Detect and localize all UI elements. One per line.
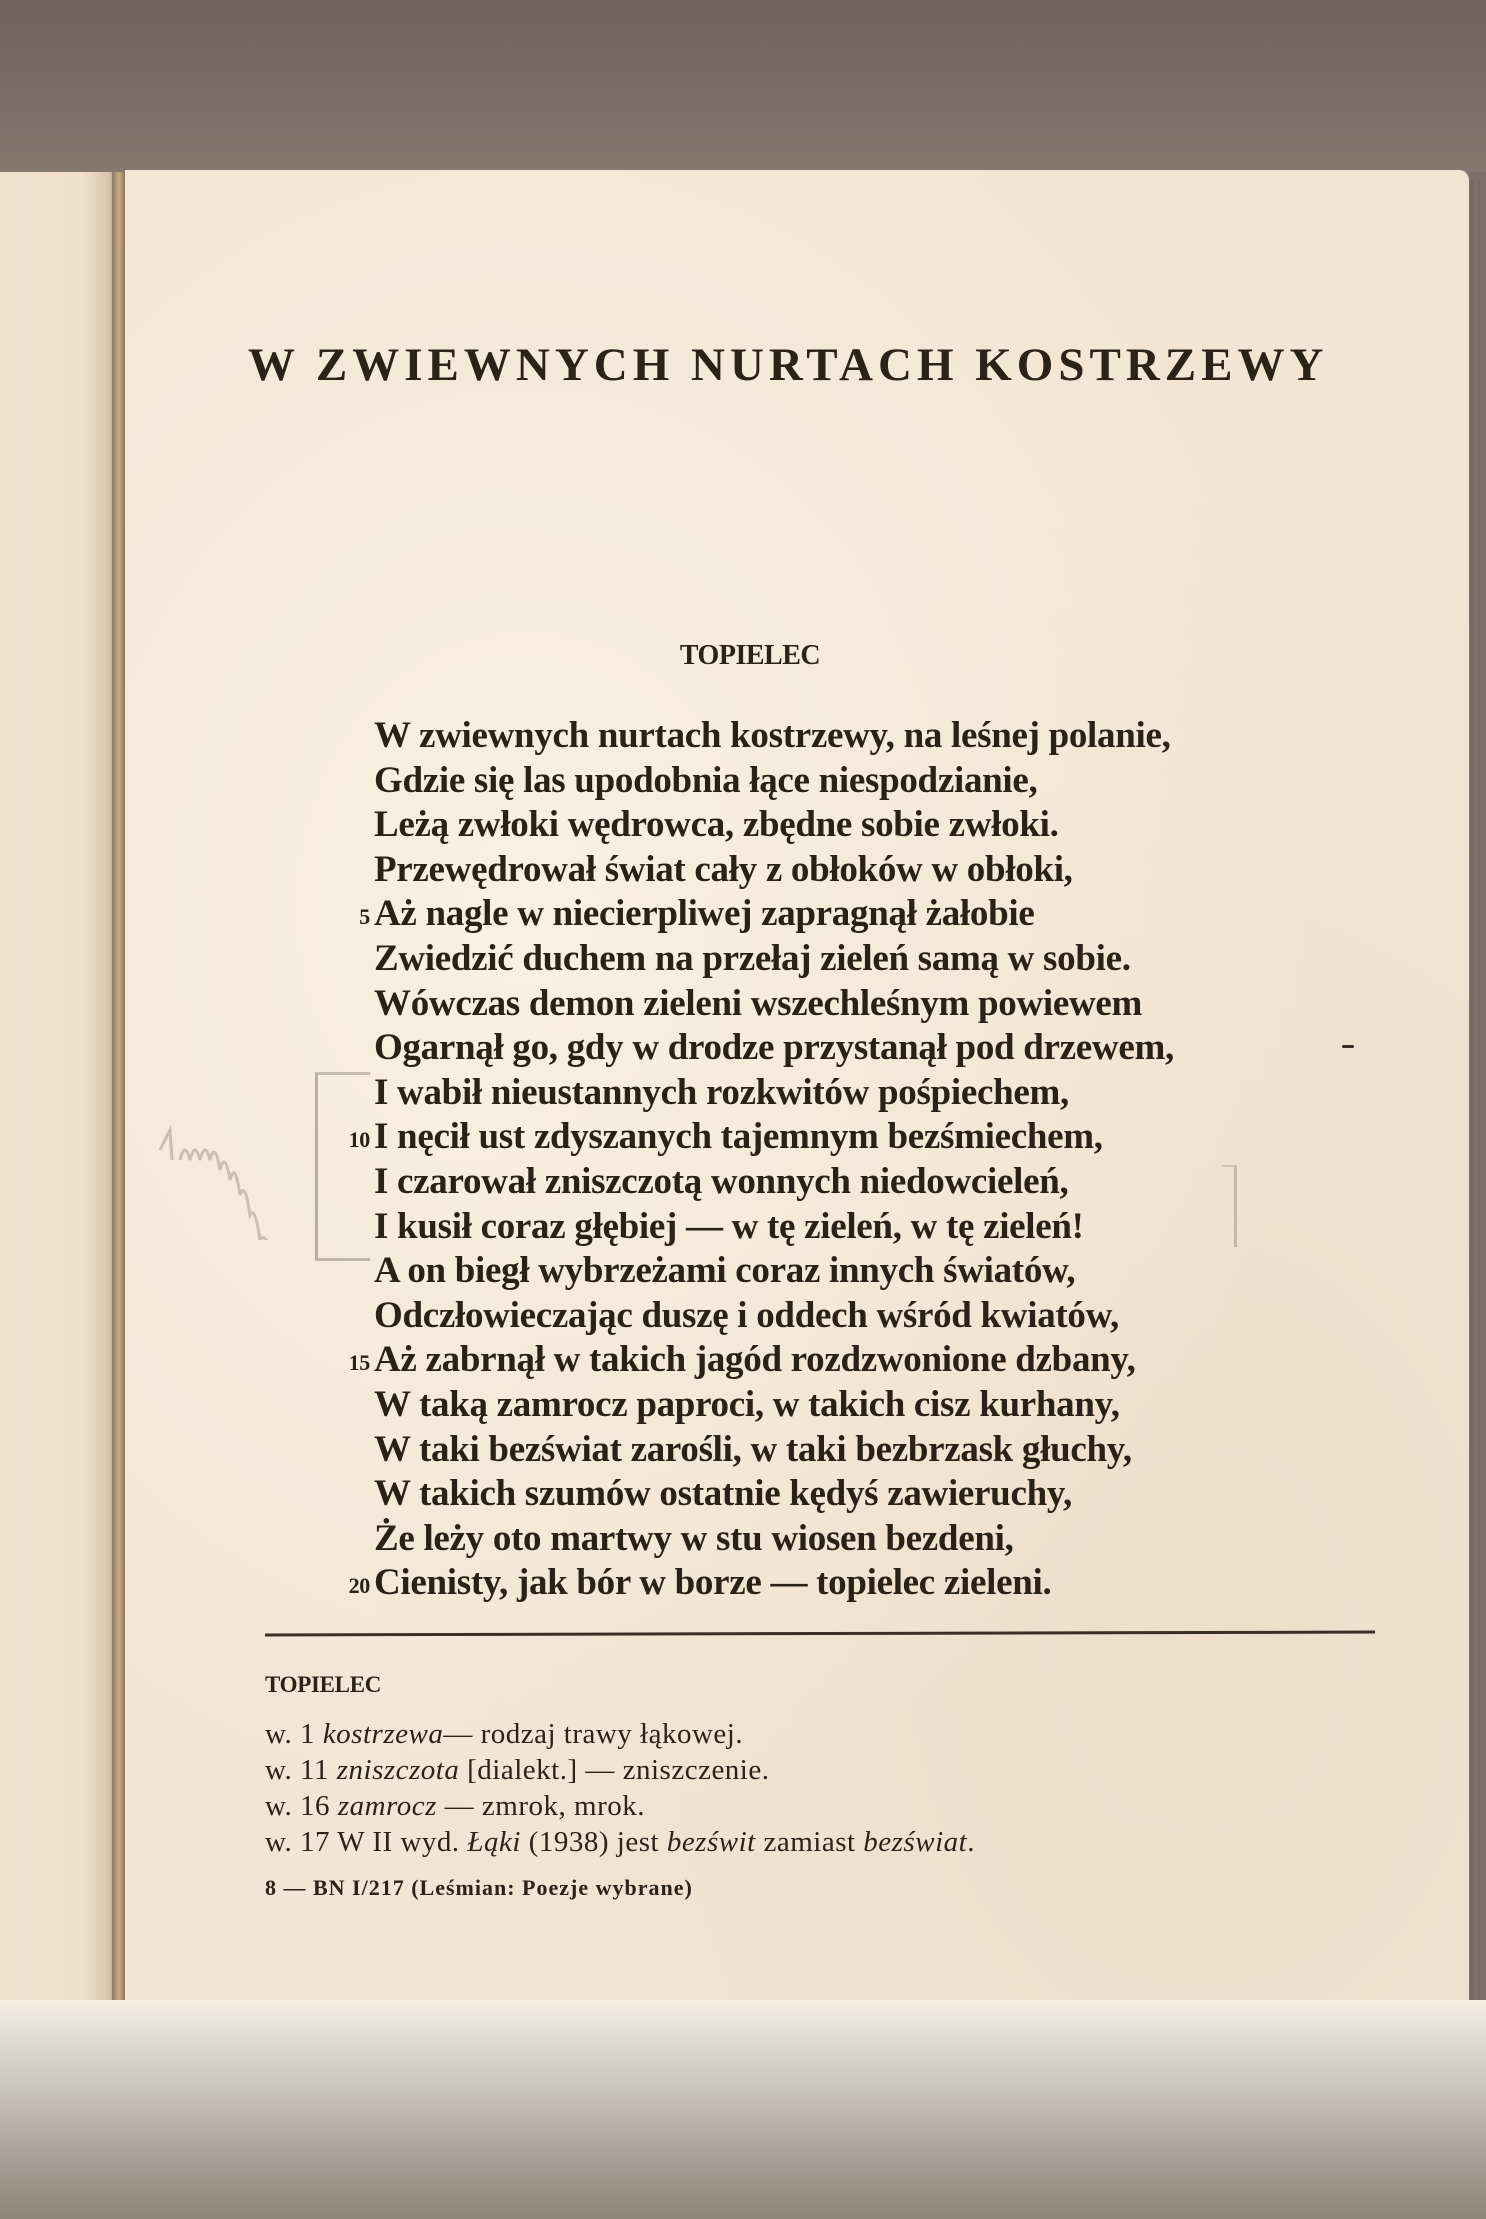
footnote-text: — zmrok, mrok. — [444, 1790, 645, 1822]
footnote-text: — zniszczenie. — [585, 1754, 770, 1786]
line-text: I nęcił ust zdyszanych tajemnym bezśmiechem, — [374, 1116, 1103, 1158]
line-text: A on biegł wybrzeżami coraz innych światów, — [374, 1250, 1076, 1292]
poem-line — [300, 937, 1400, 982]
poem-line — [300, 1517, 1400, 1562]
book-gutter — [112, 172, 126, 2007]
line-text: W taki bezświat zarośli, w taki bezbrzask głuchy, — [374, 1428, 1132, 1470]
poem-line — [300, 714, 1400, 759]
page-footer-signature: 8 — BN I/217 (Leśmian: Poezje wybrane) — [265, 1875, 693, 1900]
footnote-term: kostrzewa — [322, 1718, 444, 1750]
footnote-text: [dialekt.] — [459, 1754, 586, 1786]
poem-line — [300, 1160, 1400, 1205]
line-text: Leżą zwłoki wędrowca, zbędne sobie zwłoki. — [374, 804, 1059, 846]
line-text: Aż nagle w niecierpliwej zapragnął żałobie — [374, 893, 1035, 935]
poem-line — [300, 1071, 1400, 1116]
footnote-term: bezświat — [863, 1826, 968, 1858]
line-text: W taką zamrocz paproci, w takich cisz kurhany, — [374, 1383, 1120, 1425]
poem-line — [300, 1026, 1400, 1071]
background-bottom — [0, 2000, 1486, 2219]
footnote-item — [265, 1788, 1365, 1824]
line-text: Cienisty, jak bór w borze — topielec zieleni. — [374, 1562, 1052, 1604]
footnote-text: — rodzaj trawy łąkowej. — [443, 1718, 744, 1750]
left-page-edge — [0, 172, 118, 2007]
line-text: Że leży oto martwy w stu wiosen bezdeni, — [374, 1517, 1014, 1559]
poem-line — [300, 1294, 1400, 1339]
footnotes — [265, 1672, 1365, 1860]
footnote-text: . — [967, 1826, 975, 1858]
poem-line — [300, 848, 1400, 893]
footnote-item — [265, 1824, 1365, 1860]
footnote-term: zniszczota — [336, 1754, 460, 1786]
line-text: Aż zabrnął w takich jagód rozdzwonione dzbany, — [374, 1339, 1136, 1381]
background-top — [0, 0, 1486, 172]
poem-line — [300, 1249, 1400, 1294]
footnotes-title: TOPIELEC — [265, 1672, 382, 1697]
footnote-item — [265, 1752, 1365, 1788]
line-text: Odczłowieczając duszę i oddech wśród kwiatów, — [374, 1294, 1119, 1336]
poem-line — [300, 1205, 1400, 1250]
poem-line — [300, 1428, 1400, 1473]
footnote-term: zamrocz — [337, 1790, 437, 1822]
footnote-ref: w. 16 — [265, 1790, 331, 1822]
line-text: Przewędrował świat cały z obłoków w obłoki, — [374, 848, 1073, 890]
footnote-text — [437, 1790, 445, 1822]
poem-line — [300, 1115, 1400, 1160]
poem-line — [300, 982, 1400, 1027]
footnote-ref: w. 11 — [265, 1754, 329, 1786]
section-title: W ZWIEWNYCH NURTACH KOSTRZEWY — [248, 339, 1329, 391]
poem-line — [300, 1472, 1400, 1517]
line-text: I czarował zniszczotą wonnych niedowcieleń, — [374, 1160, 1069, 1202]
line-text: I wabił nieustannych rozkwitów pośpiechem, — [374, 1071, 1069, 1113]
poem-title: TOPIELEC — [679, 640, 821, 671]
poem-line — [300, 803, 1400, 848]
poem-line — [300, 759, 1400, 804]
line-text: W zwiewnych nurtach kostrzewy, na leśnej polanie, — [374, 715, 1171, 756]
footnote-text: zamiast — [755, 1826, 864, 1858]
poem-line — [300, 1383, 1400, 1428]
footnote-term: bezświt — [666, 1826, 756, 1858]
line-text: Gdzie się las upodobnia łące niespodzianie, — [374, 759, 1038, 801]
footnote-item — [265, 1716, 1365, 1752]
poem-line — [300, 1561, 1400, 1606]
footnote-term: Łąki — [467, 1826, 521, 1858]
footnote-ref: w. 1 — [265, 1718, 316, 1750]
poem-line — [300, 1338, 1400, 1383]
page-edge-line — [1471, 180, 1473, 2000]
poem-line — [300, 892, 1400, 937]
line-number: 10 — [348, 1127, 370, 1153]
line-number: 20 — [348, 1573, 370, 1599]
line-text: Ogarnął go, gdy w drodze przystanął pod drzewem, — [374, 1027, 1174, 1069]
line-number: 15 — [348, 1350, 370, 1376]
line-text: W takich szumów ostatnie kędyś zawieruchy, — [374, 1473, 1072, 1515]
page-edge-line — [1478, 180, 1480, 2000]
line-number: 5 — [359, 904, 370, 930]
footnote-text: (1938) jest — [520, 1826, 667, 1858]
poem-body — [300, 714, 1400, 1606]
line-text: I kusił coraz głębiej — w tę zieleń, w tę zieleń! — [374, 1205, 1084, 1247]
footnote-ref: w. 17 — [265, 1826, 331, 1858]
line-text: Zwiedzić duchem na przełaj zieleń samą w sobie. — [374, 937, 1131, 979]
footnote-text: W II wyd. — [330, 1826, 468, 1858]
line-text: Wówczas demon zieleni wszechleśnym powiewem — [374, 982, 1143, 1024]
